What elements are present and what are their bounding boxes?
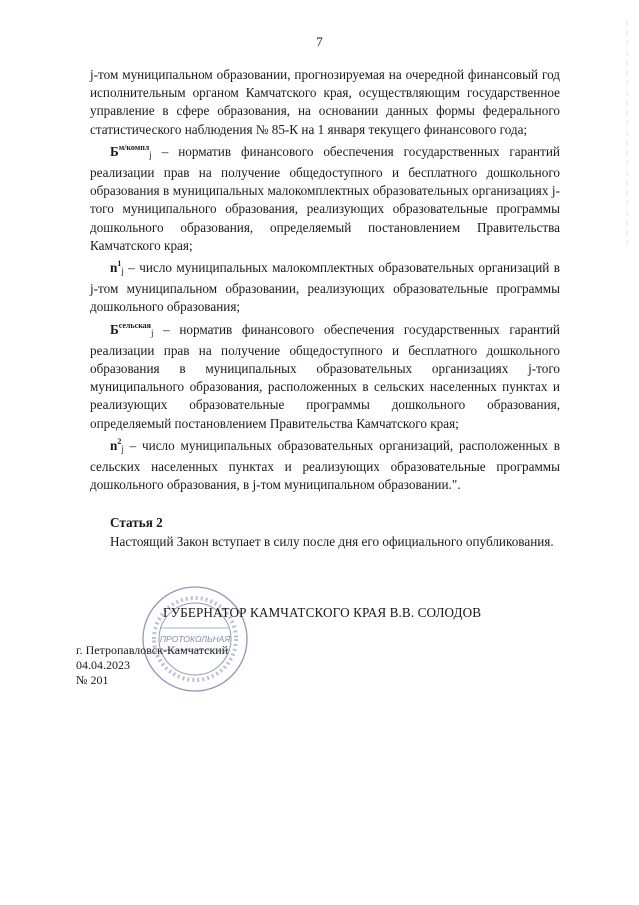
footer-number: № 201	[76, 673, 109, 687]
paragraph-text: j-том муниципальном образовании, прогнозируемая на очередной финансовый год исполнительным органом Камчатского края, осуществляющим государственное управление в сфере образования, на основании данных формы федерального статистического наблюдения № 85-К на 1 января текущего финансового года;	[90, 67, 560, 137]
variable-symbol: Б	[110, 321, 119, 337]
paragraph	[90, 66, 560, 139]
paragraph	[90, 433, 560, 495]
variable-symbol: n	[110, 437, 118, 453]
paragraph	[90, 255, 560, 317]
variable-index: м/компл	[118, 142, 150, 152]
paragraph-text: – число муниципальных образовательных организаций, расположенных в сельских населенных пунктах и реализующих образовательные программы дошкольного образования, в j-том муниципальном образовании.".	[90, 437, 560, 493]
footer-date: 04.04.2023	[76, 658, 130, 672]
paragraph-text: – число муниципальных малокомплектных образовательных организаций в j-том муниципальном образовании, реализующих образовательные программы дошкольного образования;	[90, 260, 560, 315]
paragraph-list	[90, 66, 560, 494]
signature-line: ГУБЕРНАТОР КАМЧАТСКОГО КРАЯ В.В. СОЛОДОВ	[163, 605, 482, 620]
variable-index: сельская	[118, 320, 152, 330]
variable-index: j	[121, 266, 124, 277]
scan-artifact	[625, 20, 629, 250]
variable-index: 1	[117, 259, 122, 269]
paragraph	[90, 139, 560, 255]
variable-symbol: Б	[110, 143, 119, 159]
page-number: 7	[316, 34, 323, 49]
footer	[76, 643, 228, 688]
variable-index: j	[149, 149, 152, 160]
paragraph	[90, 317, 560, 433]
stamp-inner-text: ПРОТОКОЛЬНАЯ	[159, 634, 231, 644]
paragraph-text: – норматив финансового обеспечения государственных гарантий реализации прав на получение общедоступного и бесплатного дошкольного образования в муниципальных образовательных организациях j-того муниципального образования, расположенных в сельских населенных пунктах и реализующих образовательные программы дошкольного образования, определяемый постановлением Правительства Камчатского края;	[90, 321, 560, 431]
variable-index: 2	[117, 436, 122, 446]
variable-index: j	[121, 443, 124, 454]
document-body	[90, 66, 560, 551]
article-text: Настоящий Закон вступает в силу после дня его официального опубликования.	[110, 533, 554, 549]
article-title: Статья 2	[110, 515, 163, 531]
variable-symbol: n	[110, 260, 118, 276]
footer-city: г. Петропавловск-Камчатский	[76, 643, 229, 657]
variable-index: j	[151, 327, 154, 338]
paragraph-text: – норматив финансового обеспечения государственных гарантий реализации прав на получение общедоступного и бесплатного дошкольного образования в муниципальных малокомплектных образовательных организациях j-того муниципального образования, реализующих образовательные программы дошкольного образования, определяемый постановлением Правительства Камчатского края;	[90, 143, 560, 253]
